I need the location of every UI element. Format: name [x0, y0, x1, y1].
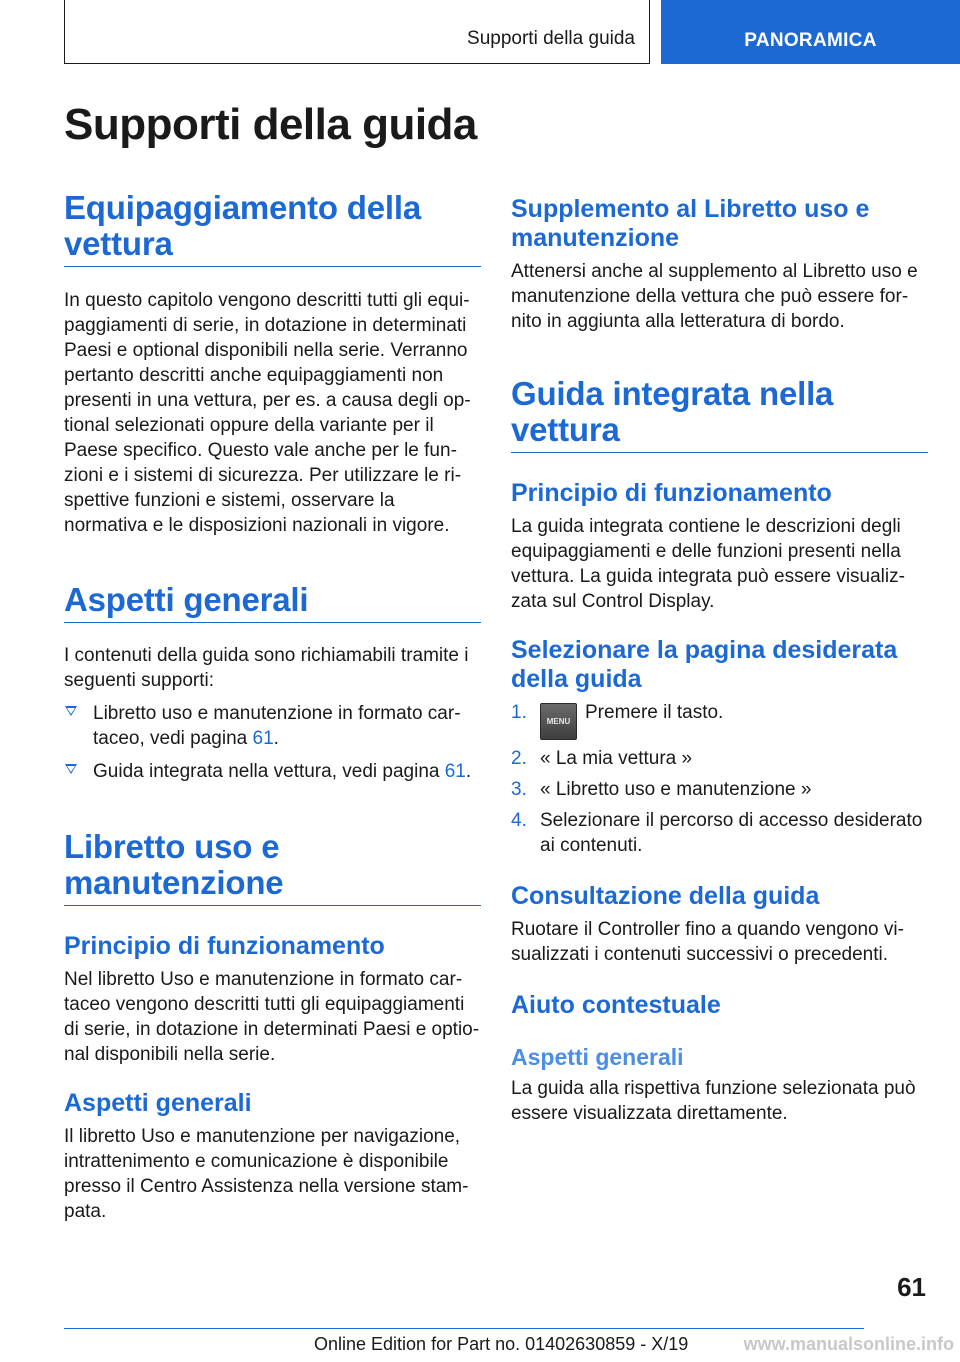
footer-divider [64, 1328, 864, 1329]
header-tab-panoramica[interactable] [661, 0, 960, 64]
page-link[interactable]: 61 [252, 728, 274, 749]
list-item: Guida integrata nella vettura, vedi pagina 61. [64, 759, 481, 784]
right-column [511, 190, 928, 1126]
triangle-bullet-icon [65, 764, 77, 774]
section-text-supplemento: Attenersi anche al supplemento al Libretto uso e manutenzione della vettura che può essere fornito in aggiunta alla letteratura di bordo. [511, 261, 918, 332]
section-text-equipaggiamento: In questo capitolo vengono descritti tutti gli equipaggiamenti di serie, in dotazione in determinati Paesi e optional disponibili nella serie. Verranno pertanto descritti anche equipaggiamenti non presenti in una vettura, per es. a causa degli optional selezionati oppure della variante per il Paese specifico. Questo vale anche per le funzioni e i sistemi di sicurezza. Per utilizzare le rispettive funzioni e sistemi, osservare la normativa e le disposizioni nazionali in vigore. [64, 290, 471, 536]
step-number: 3. [511, 779, 527, 800]
section-text-aspetti-generali: I contenuti della guida sono richiamabili tramite i seguenti supporti: [64, 645, 469, 691]
subheading-aiuto-contestuale: Aiuto contestuale [511, 991, 721, 1019]
header-section-title: Supporti della guida [467, 28, 635, 49]
header-section-box [64, 0, 650, 64]
section-heading-libretto: Libretto uso e manutenzione [64, 829, 481, 906]
text-consultazione: Ruotare il Controller fino a quando vengono visualizzati i contenuti successivi o precedenti. [511, 919, 904, 965]
header-tab-label: PANORAMICA [744, 30, 877, 51]
text-principio-libretto: Nel libretto Uso e manutenzione in formato cartaceo vengono descritti tutti gli equipaggiamenti di serie, in dotazione in determinati Paesi e optional disponibili nella serie. [64, 969, 480, 1065]
footer-edition-text: Online Edition for Part no. 01402630859 - X/19 [314, 1334, 689, 1354]
text-aspetti-libretto: Il libretto Uso e manutenzione per navigazione, intrattenimento e comunicazione è disponibile presso il Centro Assistenza nella versione stampata. [64, 1126, 469, 1222]
media-bullet-list [64, 701, 481, 784]
footer-watermark: www.manualsonline.info [743, 1334, 954, 1354]
subheading-principio-guida: Principio di funzionamento [511, 479, 832, 507]
subheading-consultazione: Consultazione della guida [511, 882, 820, 910]
section-heading-aspetti-generali: Aspetti generali [64, 582, 481, 623]
section-heading-equipaggiamento: Equipaggiamento della vettura [64, 190, 481, 267]
subsubheading-aspetti-generali: Aspetti generali [511, 1044, 684, 1070]
page-link[interactable]: 61 [444, 761, 466, 782]
left-column [64, 190, 481, 1224]
section-heading-supplemento: Supplemento al Libretto uso e manutenzione [511, 195, 870, 252]
triangle-bullet-icon [65, 706, 77, 716]
menu-button-icon: MENU [540, 703, 577, 740]
list-item: 2. « La mia vettura » [511, 748, 693, 769]
steps-list [511, 700, 928, 858]
subheading-selezionare-pagina: Selezionare la pagina desiderata della guida [511, 636, 898, 693]
list-item: 1. MENU Premere il tasto. [511, 700, 928, 740]
text-aspetti-aiuto: La guida alla rispettiva funzione selezionata può essere visualizzata direttamente. [511, 1078, 916, 1124]
subheading-aspetti-libretto: Aspetti generali [64, 1089, 252, 1117]
step-number: 1. [511, 702, 527, 723]
list-item: 4. Selezionare il percorso di accesso desiderato ai contenuti. [511, 810, 923, 856]
list-item: Libretto uso e manutenzione in formato cartaceo, vedi pagina 61. [64, 701, 481, 751]
subheading-principio-libretto: Principio di funzionamento [64, 932, 385, 960]
list-item: 3. « Libretto uso e manutenzione » [511, 779, 812, 800]
page-number: 61 [897, 1272, 926, 1302]
step-number: 4. [511, 810, 527, 831]
step-number: 2. [511, 748, 527, 769]
text-principio-guida: La guida integrata contiene le descrizioni degli equipaggiamenti e delle funzioni presenti nella vettura. La guida integrata può essere visualizzata sul Control Display. [511, 516, 905, 612]
section-heading-guida-integrata: Guida integrata nella vettura [511, 376, 928, 453]
page-title: Supporti della guida [64, 100, 477, 149]
